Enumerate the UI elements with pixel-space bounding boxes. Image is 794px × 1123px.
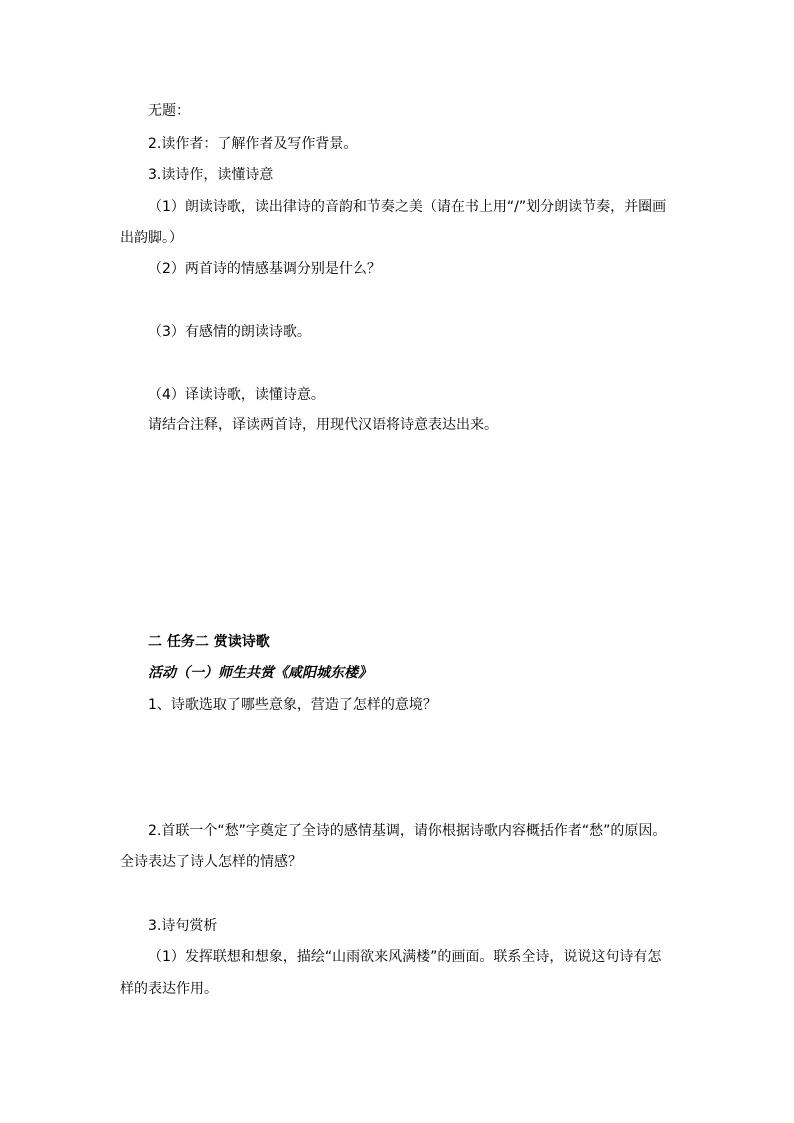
task-emotional-tone: （2）两首诗的情感基调分别是什么？: [148, 261, 381, 277]
task-read-aloud-line2: 出韵脚。）: [120, 230, 183, 246]
section-heading-task2: 二 任务二 赏读诗歌: [148, 634, 270, 650]
step-read-author: 2.读作者：了解作者及写作背景。: [148, 136, 358, 152]
step-line-appreciation: 3.诗句赏析: [148, 918, 218, 934]
task-read-with-feeling: （3）有感情的朗读诗歌。: [148, 324, 311, 340]
step-read-poem: 3.读诗作，读懂诗意: [148, 167, 274, 183]
activity-heading: 活动（一）师生共赏《咸阳城东楼》: [148, 665, 372, 681]
heading-untitled: 无题：: [148, 103, 190, 119]
task-translate-instruction: 请结合注释，译读两首诗，用现代汉语将诗意表达出来。: [148, 417, 498, 433]
task-read-aloud-line1: （1）朗读诗歌，读出律诗的音韵和节奏之美（请在书上用“/”划分朗读节奏，并圈画: [148, 199, 667, 215]
question-mountain-rain-line1: （1）发挥联想和想象，描绘“山雨欲来风满楼”的画面。联系全诗，说说这句诗有怎: [148, 949, 662, 965]
question-sorrow-line2: 全诗表达了诗人怎样的情感？: [120, 854, 302, 870]
question-mountain-rain-line2: 样的表达作用。: [120, 981, 218, 997]
question-sorrow-line1: 2.首联一个“愁”字奠定了全诗的感情基调，请你根据诗歌内容概括作者“愁”的原因。: [148, 823, 667, 839]
task-translate: （4）译读诗歌，读懂诗意。: [148, 387, 325, 403]
question-imagery: 1、诗歌选取了哪些意象，营造了怎样的意境？: [148, 697, 437, 713]
